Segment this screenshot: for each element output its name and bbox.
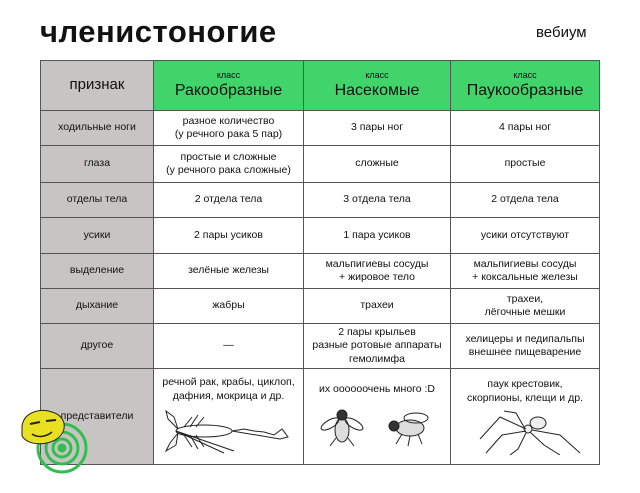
table-cell: зелёные железы [154,254,304,289]
table-row [41,183,600,218]
table-cell: мальпигиевы сосуды + коксальные железы [451,254,600,289]
comparison-table [40,60,600,465]
row-label: усики [41,218,154,254]
class-name: Насекомые [334,82,420,100]
table-row [41,289,600,324]
spider-abdomen [530,417,546,429]
fly-body [335,418,349,442]
table-cell [154,369,304,465]
table-cell: 4 пары ног [451,111,600,146]
row-label: дыхание [41,289,154,324]
feature-header: признак [41,61,154,111]
fly-head [389,421,399,431]
table-cell [304,369,451,465]
table-cell: сложные [304,146,451,183]
class-name: Ракообразные [174,82,283,100]
row-label: другое [41,324,154,369]
table-cell: 3 отдела тела [304,183,451,218]
table-row [41,146,600,183]
page-title: членистоногие [40,14,277,49]
row-label: глаза [41,146,154,183]
table-cell: трахеи, лёгочные мешки [451,289,600,324]
class-name: Паукообразные [466,82,584,100]
crayfish-legs [184,415,204,449]
table-cell: жабры [154,289,304,324]
representatives-text: паук крестовик, скорпионы, клещи и др. [467,378,583,404]
class-kind: класс [216,69,241,80]
class-header-crustaceans [154,61,304,111]
class-kind: класс [365,69,389,80]
table-row [41,254,600,289]
crayfish-tail [232,429,288,439]
crayfish-claw [166,411,178,429]
crayfish-claw [166,433,178,451]
table-cell: хелицеры и педипальпы внешнее пищеварение [451,324,600,369]
row-label: выделение [41,254,154,289]
table-row [41,218,600,254]
table-cell: простые [451,146,600,183]
crayfish-antennae [176,431,234,453]
table-cell [451,369,600,465]
row-label: представители [41,369,154,465]
class-header-insects [304,61,451,111]
flies-illustration [312,400,442,450]
spider-illustration [460,409,590,455]
table-cell: простые и сложные (у речного рака сложные) [154,146,304,183]
class-kind: класс [513,69,537,80]
table-row [41,324,600,369]
table-cell: трахеи [304,289,451,324]
table-cell: разное количество (у речного рака 5 пар) [154,111,304,146]
table-row [41,111,600,146]
table-cell: мальпигиевы сосуды + жировое тело [304,254,451,289]
table-header-row [41,61,600,111]
table-cell: усики отсутствуют [451,218,600,254]
brand-logo-text: вебиум [536,24,587,41]
row-label: ходильные ноги [41,111,154,146]
table-cell: — [154,324,304,369]
mascot-illustration [18,404,88,478]
representatives-text: речной рак, крабы, циклоп, дафния, мокрица и др. [162,376,295,402]
table-cell: 2 отдела тела [451,183,600,218]
table-row-representatives [41,369,600,465]
representatives-text: их оооооочень много :D [318,382,436,395]
table-cell: 3 пары ног [304,111,451,146]
table-cell: 2 пары усиков [154,218,304,254]
crayfish-illustration [164,407,294,457]
class-header-arachnids [451,61,600,111]
table-cell: 2 пары крыльев разные ротовые аппараты гемолимфа [304,324,451,369]
table-cell: 2 отдела тела [154,183,304,218]
table-cell: 1 пара усиков [304,218,451,254]
row-label: отделы тела [41,183,154,218]
